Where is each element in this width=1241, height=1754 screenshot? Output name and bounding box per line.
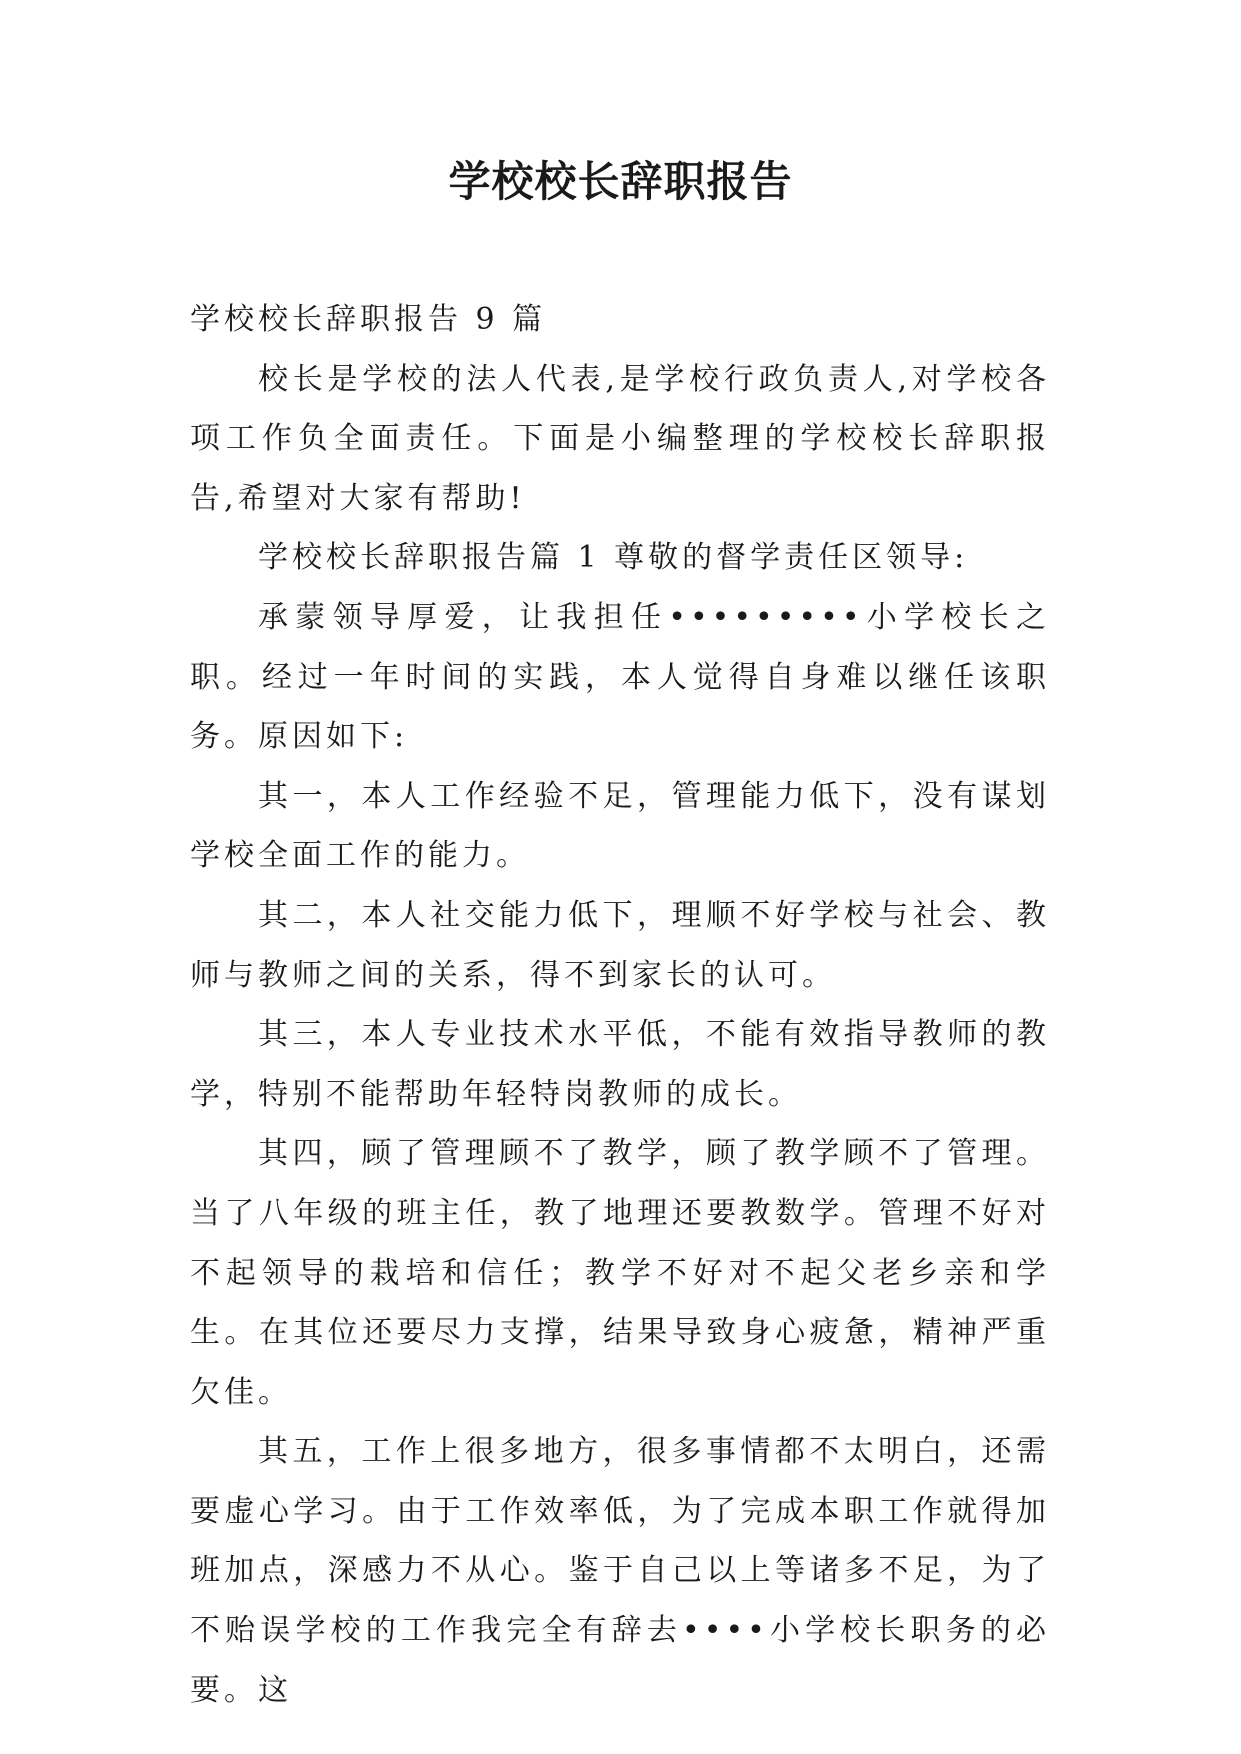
paragraph-reason-2: 其二，本人社交能力低下，理顺不好学校与社会、教师与教师之间的关系，得不到家长的认可。 — [190, 897, 1050, 993]
paragraph-salutation: 学校校长辞职报告篇 1 尊敬的督学责任区领导: — [258, 540, 969, 576]
document-title: 学校校长辞职报告 — [448, 157, 793, 206]
paragraph-intro: 校长是学校的法人代表,是学校行政负责人,对学校各项工作负全面责任。下面是小编整理的学校校长辞职报告,希望对大家有帮助! — [190, 361, 1050, 516]
document-body — [190, 290, 1050, 1720]
document-subtitle: 学校校长辞职报告 9 篇 — [190, 302, 547, 337]
paragraph-reason-3: 其三，本人专业技术水平低，不能有效指导教师的教学，特别不能帮助年轻特岗教师的成长。 — [190, 1017, 1050, 1112]
paragraph-reason-5: 其五，工作上很多地方，很多事情都不太明白，还需要虚心学习。由于工作效率低，为了完成本职工作就得加班加点，深感力不从心。鉴于自己以上等诸多不足，为了不贻误学校的工作我完全有辞去••••小学校长职务的必要。这 — [190, 1434, 1050, 1708]
paragraph-opening: 承蒙领导厚爱，让我担任•••••••••小学校长之职。经过一年时间的实践，本人觉得自身难以继任该职务。原因如下: — [190, 599, 1050, 755]
paragraph-reason-1: 其一，本人工作经验不足，管理能力低下，没有谋划学校全面工作的能力。 — [190, 778, 1050, 874]
paragraph-reason-4: 其四，顾了管理顾不了教学，顾了教学顾不了管理。当了八年级的班主任，教了地理还要教数学。管理不好对不起领导的栽培和信任；教学不好对不起父老乡亲和学生。在其位还要尽力支撑，结果导致身心疲惫，精神严重欠佳。 — [190, 1136, 1050, 1410]
